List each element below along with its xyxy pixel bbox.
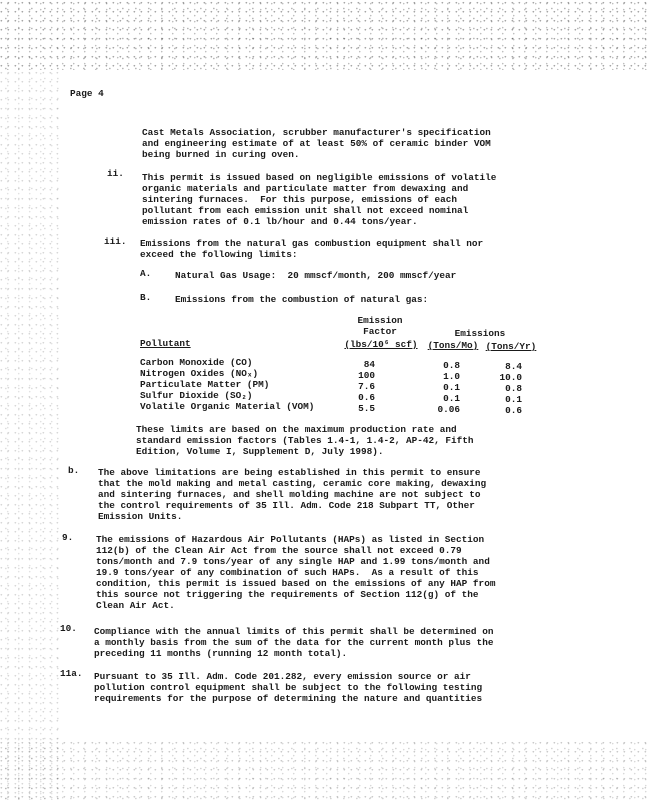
- table-row-factor: 0.6: [358, 392, 375, 403]
- item-b-line-3: and sintering furnaces, and shell molding machine are not subject to: [98, 489, 481, 500]
- item-10-line-2: a monthly basis from the sum of the data for the current month plus the: [94, 637, 494, 648]
- item-iii-b-text: Emissions from the combustion of natural gas:: [175, 294, 429, 305]
- scan-noise-bottom: [0, 740, 648, 800]
- table-row-pollutant: Particulate Matter (PM): [140, 379, 270, 390]
- item-iii-marker: iii.: [104, 236, 127, 247]
- header-tons-yr: (Tons/Yr): [485, 341, 537, 352]
- table-row-factor: 7.6: [358, 381, 375, 392]
- item-9-marker: 9.: [62, 532, 74, 543]
- table-row-tons-yr: 0.1: [505, 394, 522, 405]
- item-10-line-3: preceding 11 months (running 12 month total).: [94, 648, 348, 659]
- item-iii-a-text: Natural Gas Usage: 20 mmscf/month, 200 mmscf/year: [175, 270, 457, 281]
- item-ii-line-2: organic materials and particulate matter from dewaxing and: [142, 183, 469, 194]
- table-row-tons-yr: 8.4: [505, 361, 522, 372]
- table-row-factor: 5.5: [358, 403, 375, 414]
- item-b-marker: b.: [68, 465, 80, 476]
- item-9-line-1: The emissions of Hazardous Air Pollutants (HAPs) as listed in Section: [96, 534, 485, 545]
- item-10-marker: 10.: [60, 623, 77, 634]
- table-row-tons-mo: 0.06: [437, 404, 460, 415]
- header-pollutant: Pollutant: [140, 338, 191, 349]
- item-ii-line-1: This permit is issued based on negligible emissions of volatile: [142, 172, 497, 183]
- header-emissions: Emissions: [454, 328, 506, 339]
- item-11a-marker: 11a.: [60, 668, 83, 679]
- item-9-line-7: Clean Air Act.: [96, 600, 175, 611]
- table-row-factor: 100: [358, 370, 375, 381]
- item-9-line-2: 112(b) of the Clean Air Act from the source shall not exceed 0.79: [96, 545, 462, 556]
- header-factor-line1: Emission: [357, 315, 403, 326]
- item-11a-line-1: Pursuant to 35 Ill. Adm. Code 201.282, every emission source or air: [94, 671, 471, 682]
- item-b-line-4: the control requirements of 35 Ill. Adm. Code 218 Subpart TT, Other: [98, 500, 475, 511]
- item-ii-marker: ii.: [107, 168, 124, 179]
- table-row-tons-mo: 0.1: [443, 382, 460, 393]
- table-row-tons-yr: 0.8: [505, 383, 522, 394]
- table-note-line-3: Edition, Volume I, Supplement D, July 1998).: [136, 446, 384, 457]
- table-row-pollutant: Nitrogen Oxides (NOₓ): [140, 368, 259, 379]
- item-ii-line-5: emission rates of 0.1 lb/hour and 0.44 tons/year.: [142, 216, 418, 227]
- item-b-line-2: that the mold making and metal casting, ceramic core making, dewaxing: [98, 478, 487, 489]
- table-row-pollutant: Sulfur Dioxide (SO₂): [140, 390, 253, 401]
- item-b-line-5: Emission Units.: [98, 511, 183, 522]
- table-row-tons-mo: 0.8: [443, 360, 460, 371]
- scan-noise-top: [0, 0, 648, 70]
- intro-line-2: and engineering estimate of at least 50% of ceramic binder VOM: [142, 138, 491, 149]
- table-note-line-2: standard emission factors (Tables 1.4-1, 1.4-2, AP-42, Fifth: [136, 435, 474, 446]
- item-ii-line-4: pollutant from each emission unit shall not exceed nominal: [142, 205, 469, 216]
- table-row-pollutant: Carbon Monoxide (CO): [140, 357, 253, 368]
- table-row-tons-mo: 1.0: [443, 371, 460, 382]
- table-note-line-1: These limits are based on the maximum production rate and: [136, 424, 457, 435]
- intro-line-3: being burned in curing oven.: [142, 149, 300, 160]
- item-9-line-4: 19.9 tons/year of any combination of such HAPs. As a result of this: [96, 567, 479, 578]
- item-9-line-3: tons/month and 7.9 tons/year of any single HAP and 1.99 tons/month and: [96, 556, 490, 567]
- item-9-line-6: this source not triggering the requirements of Section 112(g) of the: [96, 589, 479, 600]
- table-row-pollutant: Volatile Organic Material (VOM): [140, 401, 315, 412]
- page-label: Page 4: [70, 88, 104, 99]
- scan-noise-left: [0, 70, 60, 800]
- item-iii-line-1: Emissions from the natural gas combustion equipment shall nor: [140, 238, 484, 249]
- item-11a-line-2: pollution control equipment shall be subject to the following testing: [94, 682, 483, 693]
- header-tons-mo: (Tons/Mo): [427, 340, 479, 351]
- table-row-tons-yr: 10.0: [499, 372, 522, 383]
- intro-line-1: Cast Metals Association, scrubber manufacturer's specification: [142, 127, 491, 138]
- item-10-line-1: Compliance with the annual limits of this permit shall be determined on: [94, 626, 494, 637]
- table-row-tons-mo: 0.1: [443, 393, 460, 404]
- header-factor-units: (lbs/10⁶ scf): [344, 339, 418, 350]
- item-11a-line-3: requirements for the purpose of determining the nature and quantities: [94, 693, 483, 704]
- item-ii-line-3: sintering furnaces. For this purpose, emissions of each: [142, 194, 458, 205]
- header-factor-line2: Factor: [363, 326, 397, 337]
- item-iii-b-marker: B.: [140, 292, 152, 303]
- item-9-line-5: condition, this permit is issued based on the emissions of any HAP from: [96, 578, 496, 589]
- item-b-line-1: The above limitations are being established in this permit to ensure: [98, 467, 481, 478]
- table-row-tons-yr: 0.6: [505, 405, 522, 416]
- item-iii-a-marker: A.: [140, 268, 152, 279]
- table-row-factor: 84: [363, 359, 375, 370]
- item-iii-line-2: exceed the following limits:: [140, 249, 298, 260]
